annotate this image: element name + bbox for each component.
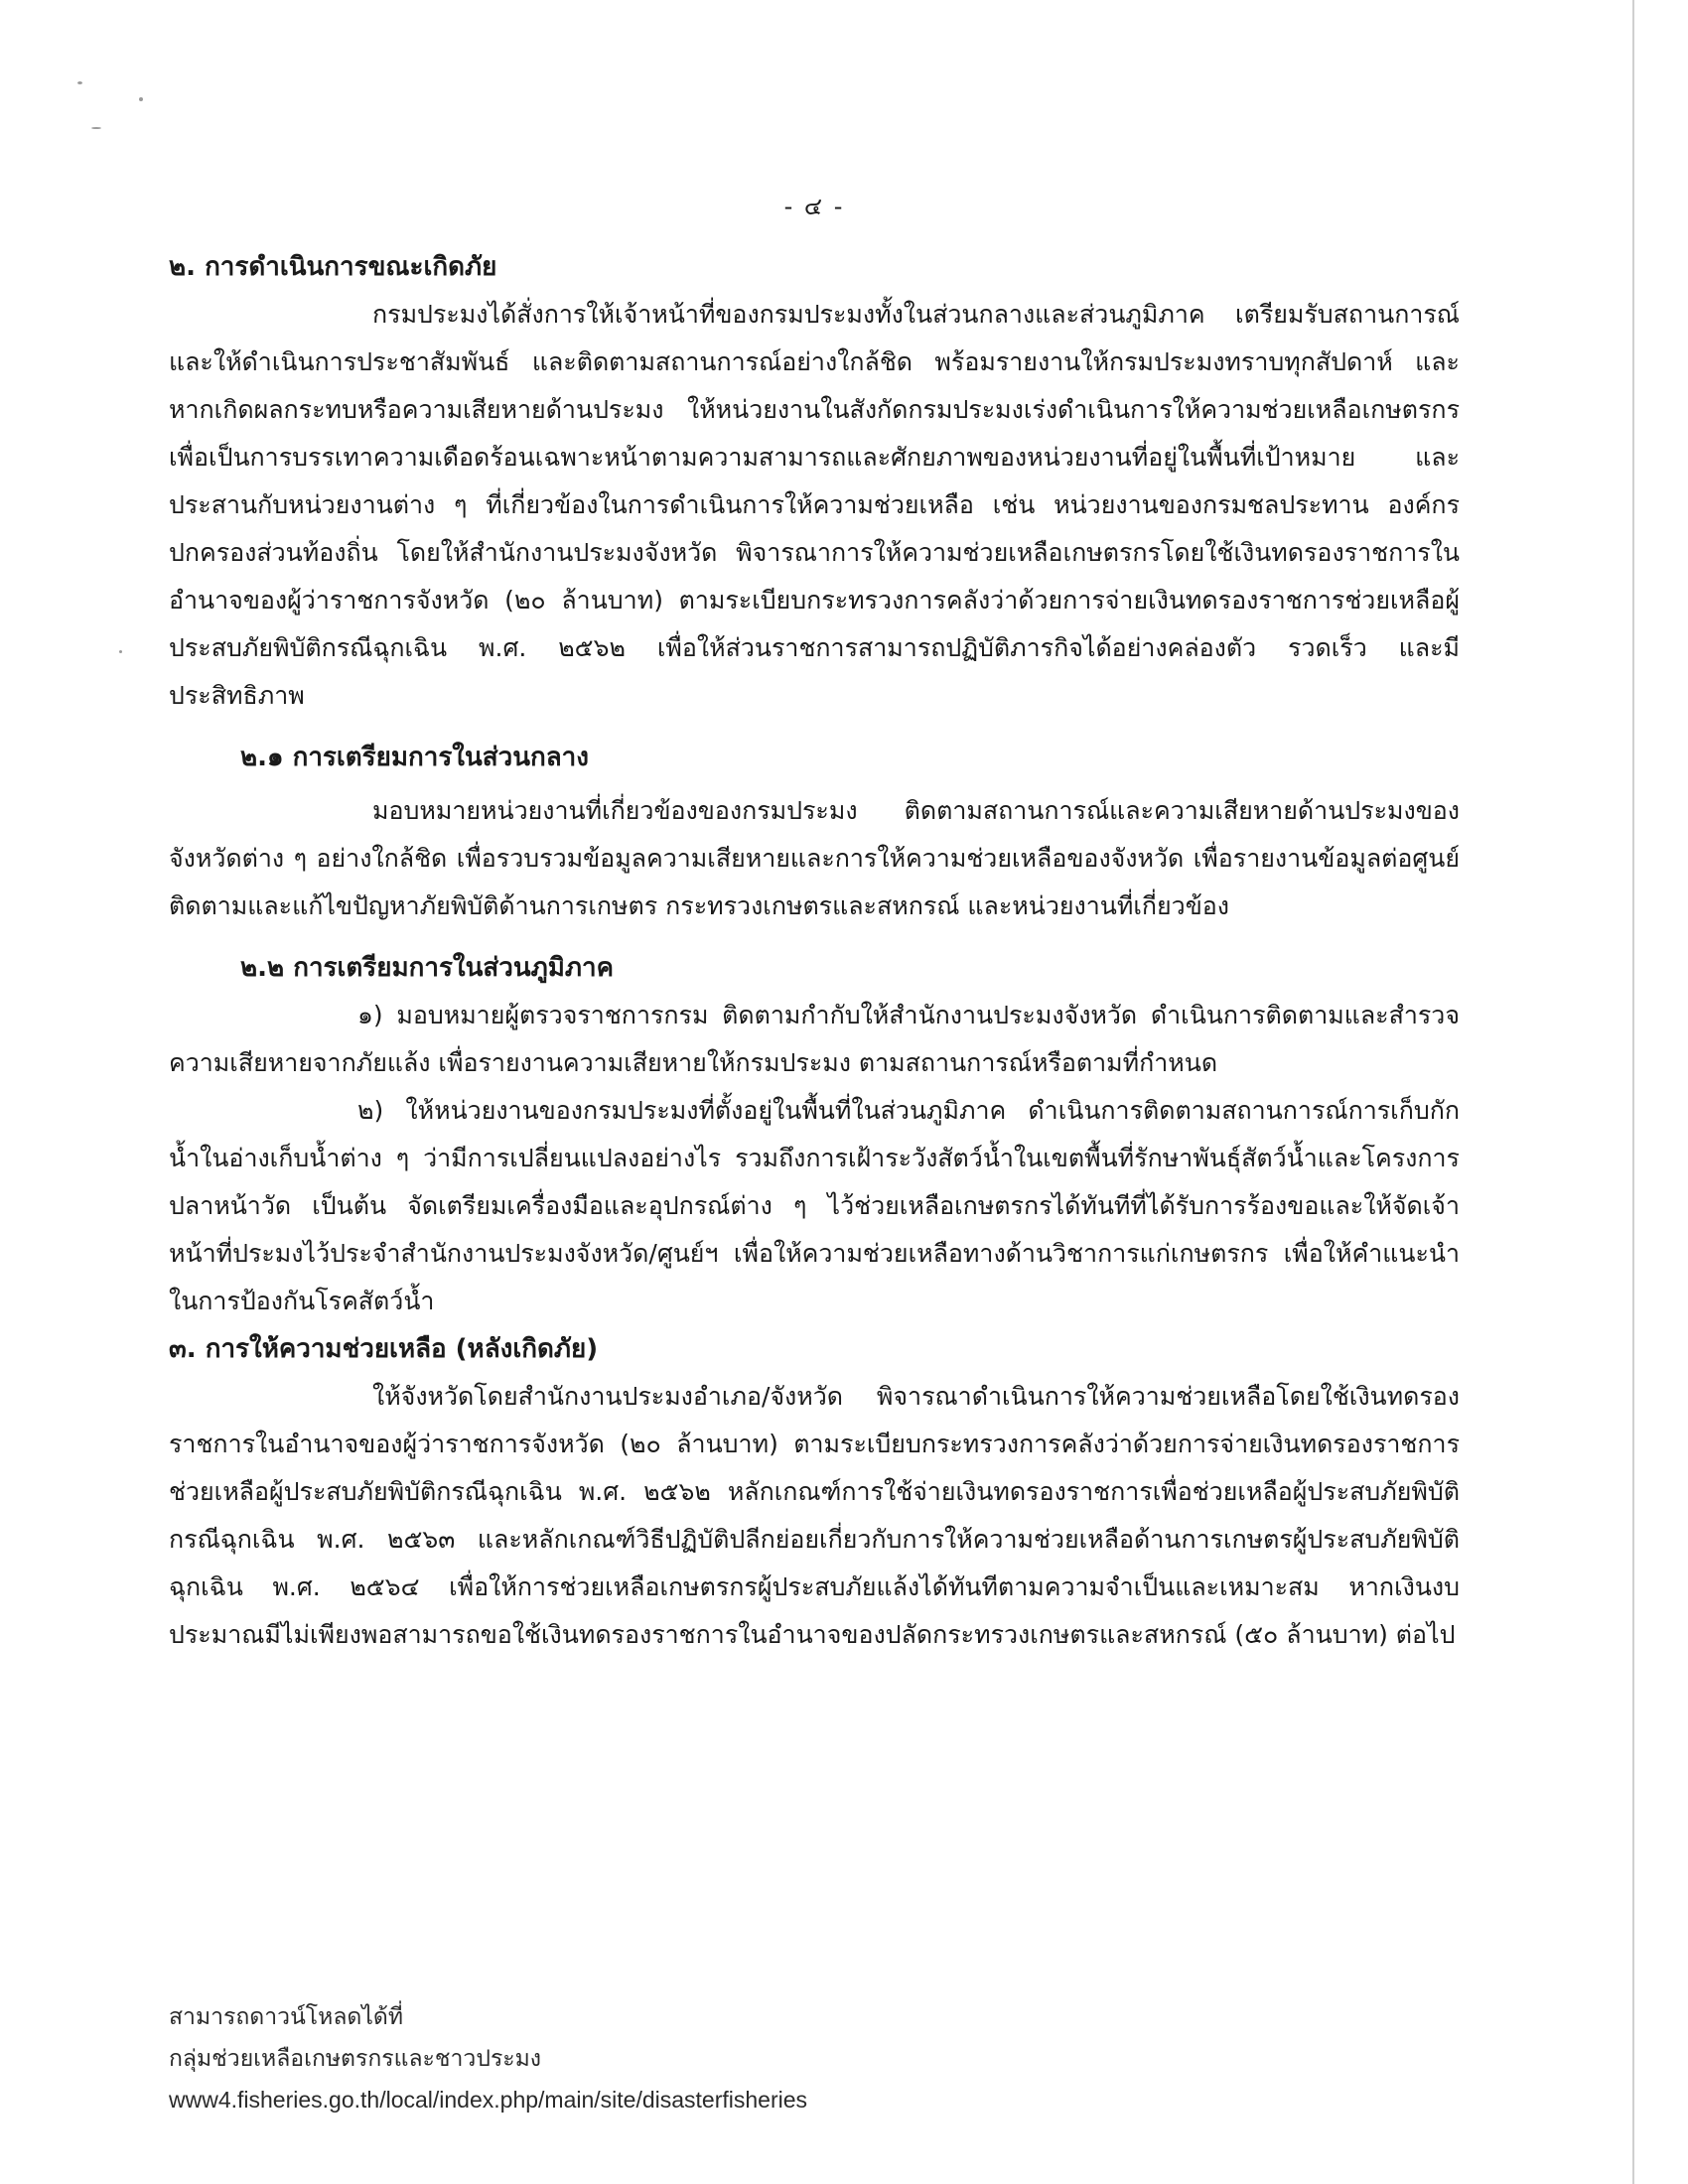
scan-speck xyxy=(77,81,82,84)
section-3-heading: ๓. การให้ความช่วยเหลือ (หลังเกิดภัย) xyxy=(169,1334,599,1364)
section-2-paragraph: กรมประมงได้สั่งการให้เจ้าหน้าที่ของกรมประมงทั้งในส่วนกลางและส่วนภูมิภาค เตรียมรับสถานการณ์และให้ดำเนินการประชาสัมพันธ์ และติดตามสถานการณ์อย่างใกล้ชิด พร้อมรายงานให้กรมประมงทราบทุกสัปดาห์ และหากเกิดผลกระทบหรือความเสียหายด้านประมง ให้หน่วยงานในสังกัดกรมประมงเร่งดำเนินการให้ความช่วยเหลือเกษตรกรเพื่อเป็นการบรรเทาความเดือดร้อนเฉพาะหน้าตามความสามารถและศักยภาพของหน่วยงานที่อยู่ในพื้นที่เป้าหมาย และประสานกับหน่วยงานต่าง ๆ ที่เกี่ยวข้องในการดำเนินการให้ความช่วยเหลือ เช่น หน่วยงานของกรมชลประทาน องค์กรปกครองส่วนท้องถิ่น โดยให้สำนักงานประมงจังหวัด พิจารณาการให้ความช่วยเหลือเกษตรกรโดยใช้เงินทดรองราชการในอำนาจของผู้ว่าราชการจังหวัด (๒๐ ล้านบาท) ตามระเบียบกระทรวงการคลังว่าด้วยการจ่ายเงินทดรองราชการช่วยเหลือผู้ประสบภัยพิบัติกรณีฉุกเฉิน พ.ศ. ๒๕๖๒ เพื่อให้ส่วนราชการสามารถปฏิบัติภารกิจได้อย่างคล่องตัว รวดเร็ว และมีประสิทธิภาพ xyxy=(169,300,1460,710)
section-2-1-paragraph: มอบหมายหน่วยงานที่เกี่ยวข้องของกรมประมง ติดตามสถานการณ์และความเสียหายด้านประมงของจังหวัดต่าง ๆ อย่างใกล้ชิด เพื่อรวบรวมข้อมูลความเสียหายและการให้ความช่วยเหลือของจังหวัด เพื่อรายงานข้อมูลต่อศูนย์ติดตามและแก้ไขปัญหาภัยพิบัติด้านการเกษตร กระทรวงเกษตรและสหกรณ์ และหน่วยงานที่เกี่ยวข้อง xyxy=(169,796,1460,920)
section-2-2-heading: ๒.๒ การเตรียมการในส่วนภูมิภาค xyxy=(240,953,615,983)
section-2-heading: ๒. การดำเนินการขณะเกิดภัย xyxy=(169,252,497,282)
scan-border-line xyxy=(1632,0,1634,2184)
footer-download-note: สามารถดาวน์โหลดได้ที่ xyxy=(169,2003,404,2029)
footer-department: กลุ่มช่วยเหลือเกษตรกรและชาวประมง xyxy=(169,2045,542,2071)
scan-speck xyxy=(91,127,101,129)
footer-url: www4.fisheries.go.th/local/index.php/main/site/disasterfisheries xyxy=(169,2087,808,2113)
download-footer xyxy=(169,1995,807,2120)
page-number: - ๔ - xyxy=(783,193,845,220)
section-2-1-heading: ๒.๑ การเตรียมการในส่วนกลาง xyxy=(240,743,589,772)
scan-speck xyxy=(119,650,122,653)
section-3-paragraph: ให้จังหวัดโดยสำนักงานประมงอำเภอ/จังหวัด พิจารณาดำเนินการให้ความช่วยเหลือโดยใช้เงินทดรองราชการในอำนาจของผู้ว่าราชการจังหวัด (๒๐ ล้านบาท) ตามระเบียบกระทรวงการคลังว่าด้วยการจ่ายเงินทดรองราชการช่วยเหลือผู้ประสบภัยพิบัติกรณีฉุกเฉิน พ.ศ. ๒๕๖๒ หลักเกณฑ์การใช้จ่ายเงินทดรองราชการเพื่อช่วยเหลือผู้ประสบภัยพิบัติกรณีฉุกเฉิน พ.ศ. ๒๕๖๓ และหลักเกณฑ์วิธีปฏิบัติปลีกย่อยเกี่ยวกับการให้ความช่วยเหลือด้านการเกษตรผู้ประสบภัยพิบัติฉุกเฉิน พ.ศ. ๒๕๖๔ เพื่อให้การช่วยเหลือเกษตรกรผู้ประสบภัยแล้งได้ทันทีตามความจำเป็นและเหมาะสม หากเงินงบประมาณมีไม่เพียงพอสามารถขอใช้เงินทดรองราชการในอำนาจของปลัดกระทรวงเกษตรและสหกรณ์ (๕๐ ล้านบาท) ต่อไป xyxy=(169,1382,1460,1649)
section-2-2-item-1: ๑) มอบหมายผู้ตรวจราชการกรม ติดตามกำกับให้สำนักงานประมงจังหวัด ดำเนินการติดตามและสำรวจความเสียหายจากภัยแล้ง เพื่อรายงานความเสียหายให้กรมประมง ตามสถานการณ์หรือตามที่กำหนด xyxy=(169,1001,1460,1077)
document-body xyxy=(169,243,1460,1659)
scan-speck xyxy=(139,97,143,101)
section-2-2-item-2: ๒) ให้หน่วยงานของกรมประมงที่ตั้งอยู่ในพื้นที่ในส่วนภูมิภาค ดำเนินการติดตามสถานการณ์การเก็บกักน้ำในอ่างเก็บน้ำต่าง ๆ ว่ามีการเปลี่ยนแปลงอย่างไร รวมถึงการเฝ้าระวังสัตว์น้ำในเขตพื้นที่รักษาพันธุ์สัตว์น้ำและโครงการปลาหน้าวัด เป็นต้น จัดเตรียมเครื่องมือและอุปกรณ์ต่าง ๆ ไว้ช่วยเหลือเกษตรกรได้ทันทีที่ได้รับการร้องขอและให้จัดเจ้าหน้าที่ประมงไว้ประจำสำนักงานประมงจังหวัด/ศูนย์ฯ เพื่อให้ความช่วยเหลือทางด้านวิชาการแก่เกษตรกร เพื่อให้คำแนะนำในการป้องกันโรคสัตว์น้ำ xyxy=(169,1096,1460,1315)
